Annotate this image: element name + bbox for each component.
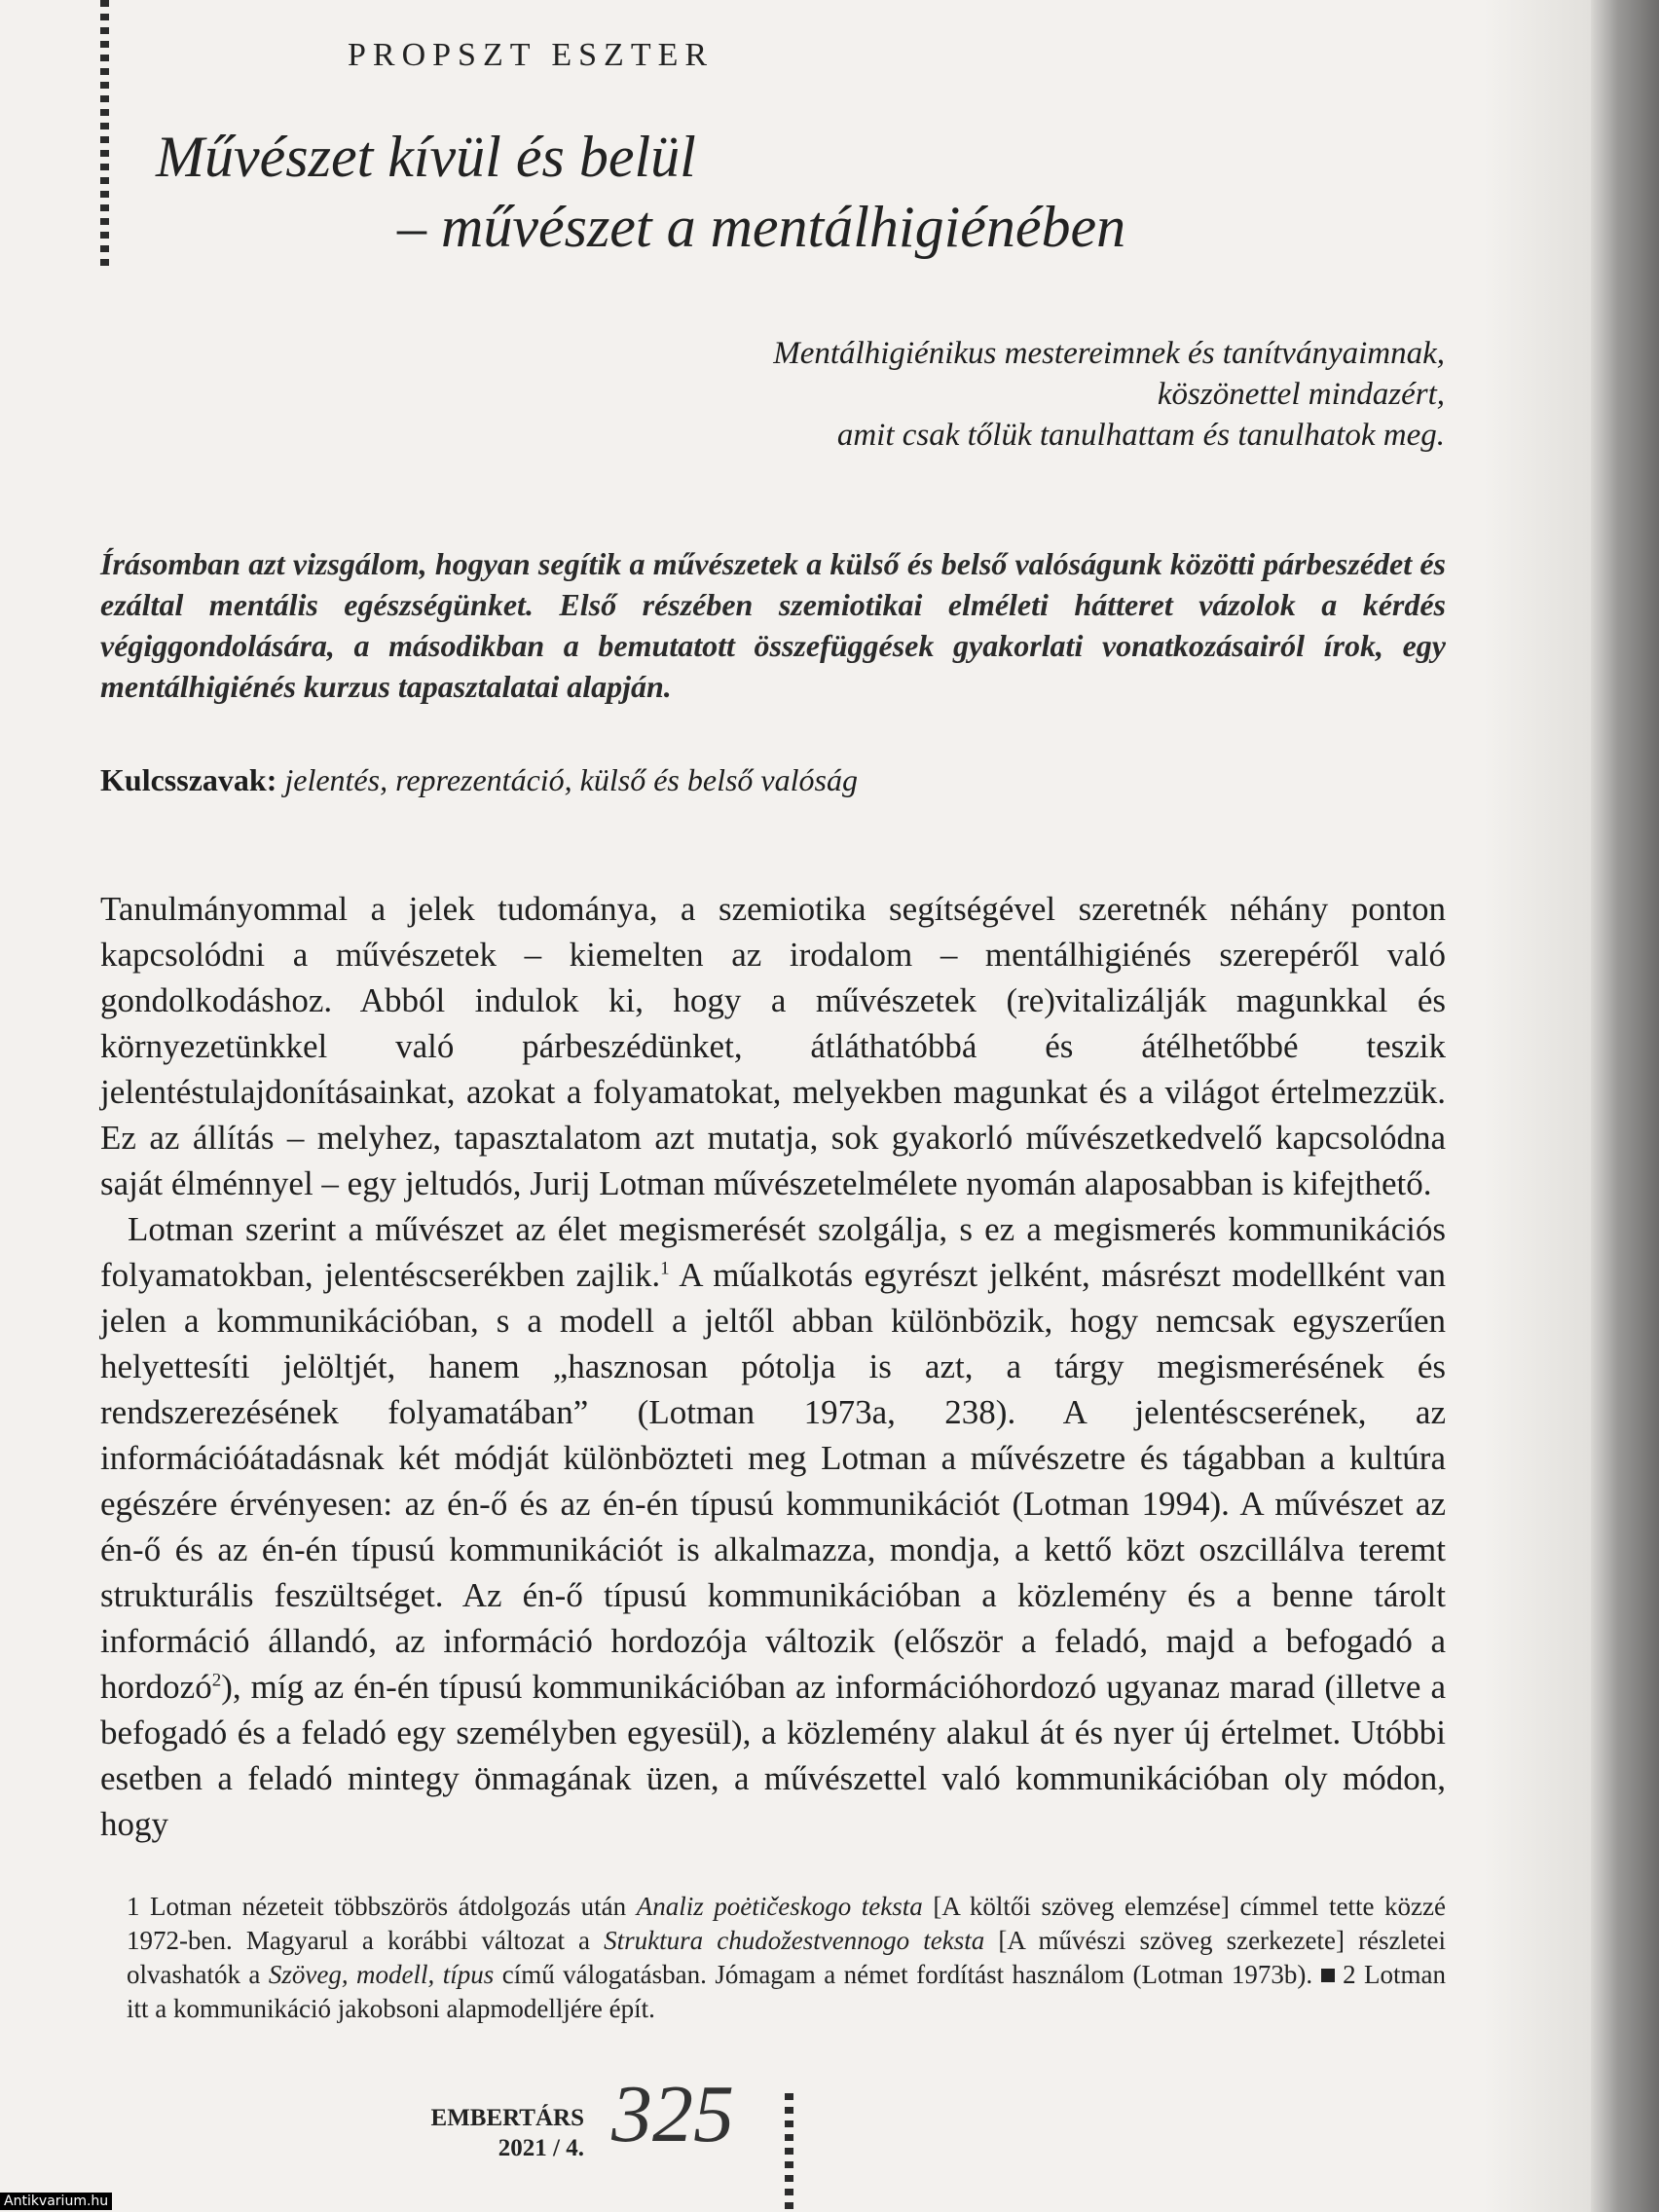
dedication-line: köszönettel mindazért, [1157,377,1445,412]
keywords-label: Kulcsszavak: [100,762,277,797]
article-title [156,122,1227,262]
next-page-edge [1484,0,1591,2212]
title-line-1: Művészet kívül és belül [156,125,696,189]
paragraph-2-part-a: Lotman szerint a művészet az élet megismerését szolgálja, s ez a megismerés kommunikációs folyamatokban, jelentéscserékben zajlik. [100,1210,1446,1294]
footnote-ref-1: 1 [660,1258,670,1279]
footnote-ref-2: 2 [211,1670,222,1691]
journal-info [419,2103,584,2163]
dedication-line: amit csak tőlük tanulhattam és tanulhatok meg. [836,418,1445,453]
footnote-2-text: 2 Lotman itt a kommunikáció jakobsoni alapmodelljére épít. [127,1960,1446,2023]
body-text [100,886,1446,1847]
footnote-1-title-1: Analiz poėtičeskogo teksta [636,1892,923,1921]
paragraph-1: Tanulmányommal a jelek tudománya, a szemiotika segítségével szeretnék néhány ponton kapcsolódni a művészetek – kiemelten az irodalom – mentálhigiénés szerepéről való gondolkodáshoz. Abból indulok ki, hogy a művészetek (re)vitalizálják magunkkal és környezetünkkel való párbeszédünket, átláthatóbbá és átélhetőbbé teszik jelentéstulajdonításainkat, azokat a folyamatokat, melyekben magunkat és a világot értelmezzük. Ez az állítás – melyhez, tapasztalatom azt mutatja, sok gyakorló művészetkedvelő kapcsolódna saját élménnyel – egy jeltudós, Jurij Lotman művészetelmélete nyomán alaposabban is kifejthető. [100,890,1446,1202]
paragraph-2-part-b: A műalkotás egyrészt jelként, másrészt modellként van jelen a kommunikációban, s a modell a jeltől abban különbözik, hogy nemcsak egyszerűen helyettesíti jelöltjét, hanem „hasznosan pótolja is azt, a tárgy megismerésének és rendszerezésének folyamatában” (Lotman 1973a, 238). A jelentéscserének, az információátadásnak két módját különbözteti meg Lotman a művészetre és tágabban a kultúra egészére érvényesen: az én-ő és az én-én típusú kommunikációt (Lotman 1994). A művészet az én-ő és az én-én típusú kommunikációt is alkalmazza, mondja, a kettő közt oszcillálva teremt strukturális feszültséget. Az én-ő típusú kommunikációban a közlemény és a benne tárolt információ állandó, az információ hordozója változik (először a feladó, majd a befogadó a hordozó [100,1256,1446,1706]
paragraph-2 [100,1206,1446,1847]
footnotes [127,1890,1446,2026]
footnote-1-text: 1 Lotman nézeteit többszörös átdolgozás után [127,1892,637,1921]
keywords [100,759,1446,800]
footnote-separator-square-icon [1321,1969,1335,1982]
watermark: Antikvarium.hu [0,2193,112,2210]
keywords-text: jelentés, reprezentáció, külső és belső valóság [284,762,858,797]
footnote-1-text: című válogatásban. Jómagam a német fordítást használom (Lotman 1973b). [494,1960,1313,1989]
binding-shadow [1591,0,1659,2212]
journal-name: EMBERTÁRS [430,2105,584,2131]
dedication [569,333,1445,456]
paragraph-2-part-c: ), míg az én-én típusú kommunikációban az információhordozó ugyanaz marad (illetve a befogadó és a feladó egy személyben egyesül), a közlemény alakul át és nyer új értelmet. Utóbbi esetben a feladó mintegy önmagának üzen, a művészettel való kommunikációban oly módon, hogy [100,1668,1446,1843]
footnote-1-title-2: Struktura chudožestvennogo teksta [604,1926,985,1955]
author-name: PROPSZT ESZTER [348,37,715,73]
page-number: 325 [611,2069,734,2159]
journal-issue: 2021 / 4. [498,2135,584,2161]
footnote-1-title-3: Szöveg, modell, típus [268,1960,495,1989]
header-dotted-rule [100,0,109,273]
abstract: Írásomban azt vizsgálom, hogyan segítik a művészetek a külső és belső valóságunk közötti párbeszédet és ezáltal mentális egészségünket. Első részében szemiotikai elméleti hátteret vázolok a kérdés végiggondolására, a másodikban a bemutatott összefüggések gyakorlati vonatkozásairól írok, egy mentálhigiénés kurzus tapasztalatai alapján. [100,546,1446,704]
title-line-2: – művészet a mentálhigiénében [397,195,1126,259]
footnote-1-text: [A művészi szöveg szerkezete] részletei olvashatók a [127,1926,1447,1989]
footnote-1-text: [A költői szöveg elemzése] címmel tette közzé 1972-ben. Magyarul a korábbi változat a [127,1892,1446,1955]
dedication-line: Mentálhigiénikus mestereimnek és tanítványaimnak, [773,336,1445,371]
footer-dotted-rule [785,2093,793,2212]
